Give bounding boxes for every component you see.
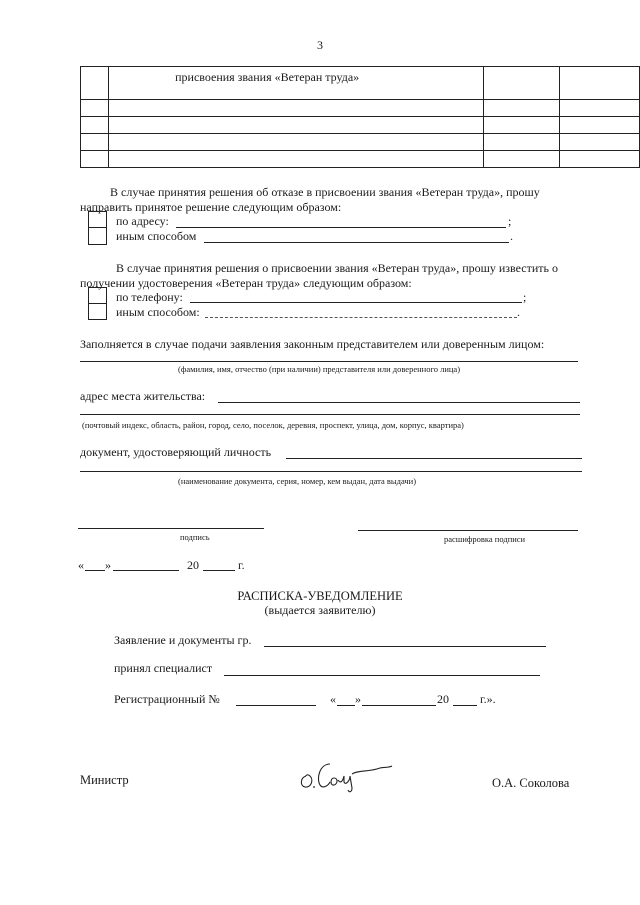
receipt-documents-label: Заявление и документы гр. bbox=[114, 633, 252, 647]
receipt-documents-field[interactable] bbox=[264, 646, 546, 647]
date-month-field[interactable] bbox=[113, 570, 179, 571]
refusal-address-field[interactable] bbox=[176, 227, 506, 228]
signature-decoding-field[interactable] bbox=[358, 530, 578, 531]
table-row bbox=[81, 117, 640, 134]
date-year-field[interactable] bbox=[203, 570, 235, 571]
address-field-line1[interactable] bbox=[218, 402, 580, 403]
minister-name: О.А. Соколова bbox=[492, 776, 570, 790]
receipt-date-open-quote: « bbox=[330, 692, 336, 706]
table-header-text: присвоения звания «Ветеран труда» bbox=[175, 70, 360, 84]
address-label: адрес места жительства: bbox=[80, 389, 206, 403]
receipt-date-year-suffix: г.». bbox=[480, 692, 496, 706]
approval-other-period: . bbox=[517, 305, 520, 319]
approval-phone-checkbox[interactable] bbox=[89, 288, 106, 304]
approval-other-label: иным способом: bbox=[116, 305, 200, 319]
date-day-field[interactable] bbox=[85, 570, 105, 571]
table-row bbox=[81, 151, 640, 168]
document-label: документ, удостоверяющий личность bbox=[80, 445, 272, 459]
approval-phone-label: по телефону: bbox=[116, 290, 183, 304]
receipt-title: РАСПИСКА-УВЕДОМЛЕНИЕ bbox=[237, 589, 403, 603]
table-cell bbox=[483, 67, 559, 100]
receipt-date-month-field[interactable] bbox=[362, 705, 436, 706]
receipt-date-year-field[interactable] bbox=[453, 705, 477, 706]
receipt-date-year-prefix: 20 bbox=[437, 692, 449, 706]
refusal-checkbox-group[interactable] bbox=[88, 211, 107, 245]
document-field-line1[interactable] bbox=[286, 458, 582, 459]
date-year-suffix: г. bbox=[238, 558, 245, 572]
representative-intro: Заполняется в случае подачи заявления законным представителем или доверенным лицом: bbox=[80, 337, 545, 351]
table-cell bbox=[559, 67, 640, 100]
receipt-subtitle: (выдается заявителю) bbox=[264, 603, 376, 617]
receipt-registration-field[interactable] bbox=[236, 705, 316, 706]
document-caption: (наименование документа, серия, номер, кем выдан, дата выдачи) bbox=[178, 476, 417, 486]
representative-name-caption: (фамилия, имя, отчество (при наличии) представителя или доверенного лица) bbox=[178, 364, 461, 374]
minister-position: Министр bbox=[80, 773, 129, 787]
table-header-cell bbox=[109, 67, 483, 100]
signature-caption: подпись bbox=[180, 532, 210, 542]
receipt-specialist-field[interactable] bbox=[224, 675, 540, 676]
receipt-date-close-quote: » bbox=[355, 692, 361, 706]
receipt-date-day-field[interactable] bbox=[337, 705, 355, 706]
representative-name-field[interactable] bbox=[80, 361, 578, 362]
refusal-other-period: . bbox=[510, 229, 513, 243]
address-field-line2[interactable] bbox=[80, 414, 580, 415]
approval-phone-semicolon: ; bbox=[523, 290, 527, 304]
table-row bbox=[81, 100, 640, 117]
page-number: 3 bbox=[317, 38, 323, 52]
refusal-other-field[interactable] bbox=[204, 242, 509, 243]
refusal-address-semicolon: ; bbox=[508, 214, 512, 228]
refusal-paragraph-line2: направить принятое решение следующим образом: bbox=[80, 200, 342, 214]
refusal-paragraph-line1: В случае принятия решения об отказе в присвоении звания «Ветеран труда», прошу bbox=[110, 185, 540, 199]
address-caption: (почтовый индекс, область, район, город, село, поселок, деревня, проспект, улица, дом, корпус, квартира) bbox=[82, 420, 464, 430]
table-row bbox=[81, 134, 640, 151]
date-year-prefix: 20 bbox=[187, 558, 199, 572]
date-open-quote: « bbox=[78, 558, 84, 572]
receipt-specialist-label: принял специалист bbox=[114, 661, 213, 675]
approval-paragraph-line2: получении удостоверения «Ветеран труда» следующим образом: bbox=[80, 276, 412, 290]
receipt-registration-label: Регистрационный № bbox=[114, 692, 220, 706]
document-field-line2[interactable] bbox=[80, 471, 582, 472]
table-cell bbox=[81, 67, 109, 100]
date-close-quote: » bbox=[105, 558, 111, 572]
approval-other-field[interactable] bbox=[205, 317, 517, 318]
approval-paragraph-line1: В случае принятия решения о присвоении звания «Ветеран труда», прошу известить о bbox=[116, 261, 558, 275]
refusal-address-checkbox[interactable] bbox=[89, 212, 106, 228]
signature-field[interactable] bbox=[78, 528, 264, 529]
approval-phone-field[interactable] bbox=[190, 302, 522, 303]
refusal-other-label: иным способом bbox=[116, 229, 197, 243]
minister-signature bbox=[296, 752, 400, 794]
approval-checkbox-group[interactable] bbox=[88, 287, 107, 320]
continuation-table bbox=[80, 66, 640, 168]
refusal-address-label: по адресу: bbox=[116, 214, 169, 228]
signature-decoding-caption: расшифровка подписи bbox=[444, 534, 526, 544]
